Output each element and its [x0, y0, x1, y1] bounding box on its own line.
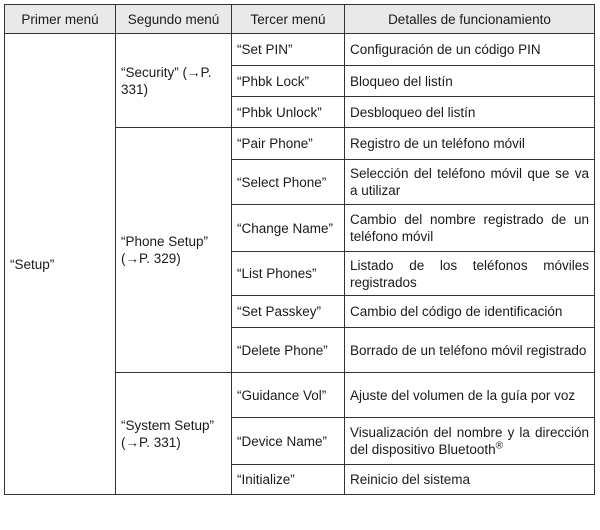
header-first-menu: Primer menú [5, 5, 116, 34]
cell-second-menu-system-setup: “System Setup” (→P. 331) [116, 373, 232, 495]
cell-detail: Selección del teléfono móvil que se va a utilizar [345, 160, 595, 205]
cell-third-menu: “Change Name” [232, 205, 345, 252]
menu-table [4, 4, 595, 495]
cell-detail: Desbloqueo del listín [345, 97, 595, 128]
cell-second-menu-phone-setup: “Phone Setup” (→P. 329) [116, 128, 232, 373]
cell-third-menu: “Initialize” [232, 465, 345, 495]
cell-detail: Bloqueo del listín [345, 66, 595, 97]
cell-third-menu: “Select Phone” [232, 160, 345, 205]
cell-third-menu: “List Phones” [232, 252, 345, 296]
cell-third-menu: “Set PIN” [232, 34, 345, 66]
cell-third-menu: “Phbk Unlock” [232, 97, 345, 128]
cell-third-menu: “Delete Phone” [232, 328, 345, 373]
header-second-menu: Segundo menú [116, 5, 232, 34]
menu-table-container [4, 4, 595, 495]
cell-detail: Listado de los teléfonos móviles registrados [345, 252, 595, 296]
detail-text: Visualización del nombre y la dirección del dispositivo Bluetooth [350, 425, 589, 457]
cell-detail: Ajuste del volumen de la guía por voz [345, 373, 595, 418]
header-row [5, 5, 595, 34]
cell-detail: Reinicio del sistema [345, 465, 595, 495]
cell-third-menu: “Guidance Vol” [232, 373, 345, 418]
cell-third-menu: “Phbk Lock” [232, 66, 345, 97]
cell-third-menu: “Device Name” [232, 418, 345, 465]
cell-third-menu: “Pair Phone” [232, 128, 345, 160]
cell-detail [345, 418, 595, 465]
cell-detail: Borrado de un teléfono móvil registrado [345, 328, 595, 373]
header-third-menu: Tercer menú [232, 5, 345, 34]
table-row [5, 34, 595, 66]
cell-third-menu: “Set Passkey” [232, 296, 345, 328]
header-details: Detalles de funcionamiento [345, 5, 595, 34]
cell-detail: Registro de un teléfono móvil [345, 128, 595, 160]
cell-detail: Configuración de un código PIN [345, 34, 595, 66]
registered-mark: ® [495, 440, 503, 452]
cell-detail: Cambio del nombre registrado de un teléfono móvil [345, 205, 595, 252]
cell-first-menu: “Setup” [5, 34, 116, 495]
cell-second-menu-security: “Security” (→P. 331) [116, 34, 232, 128]
cell-detail: Cambio del código de identificación [345, 296, 595, 328]
